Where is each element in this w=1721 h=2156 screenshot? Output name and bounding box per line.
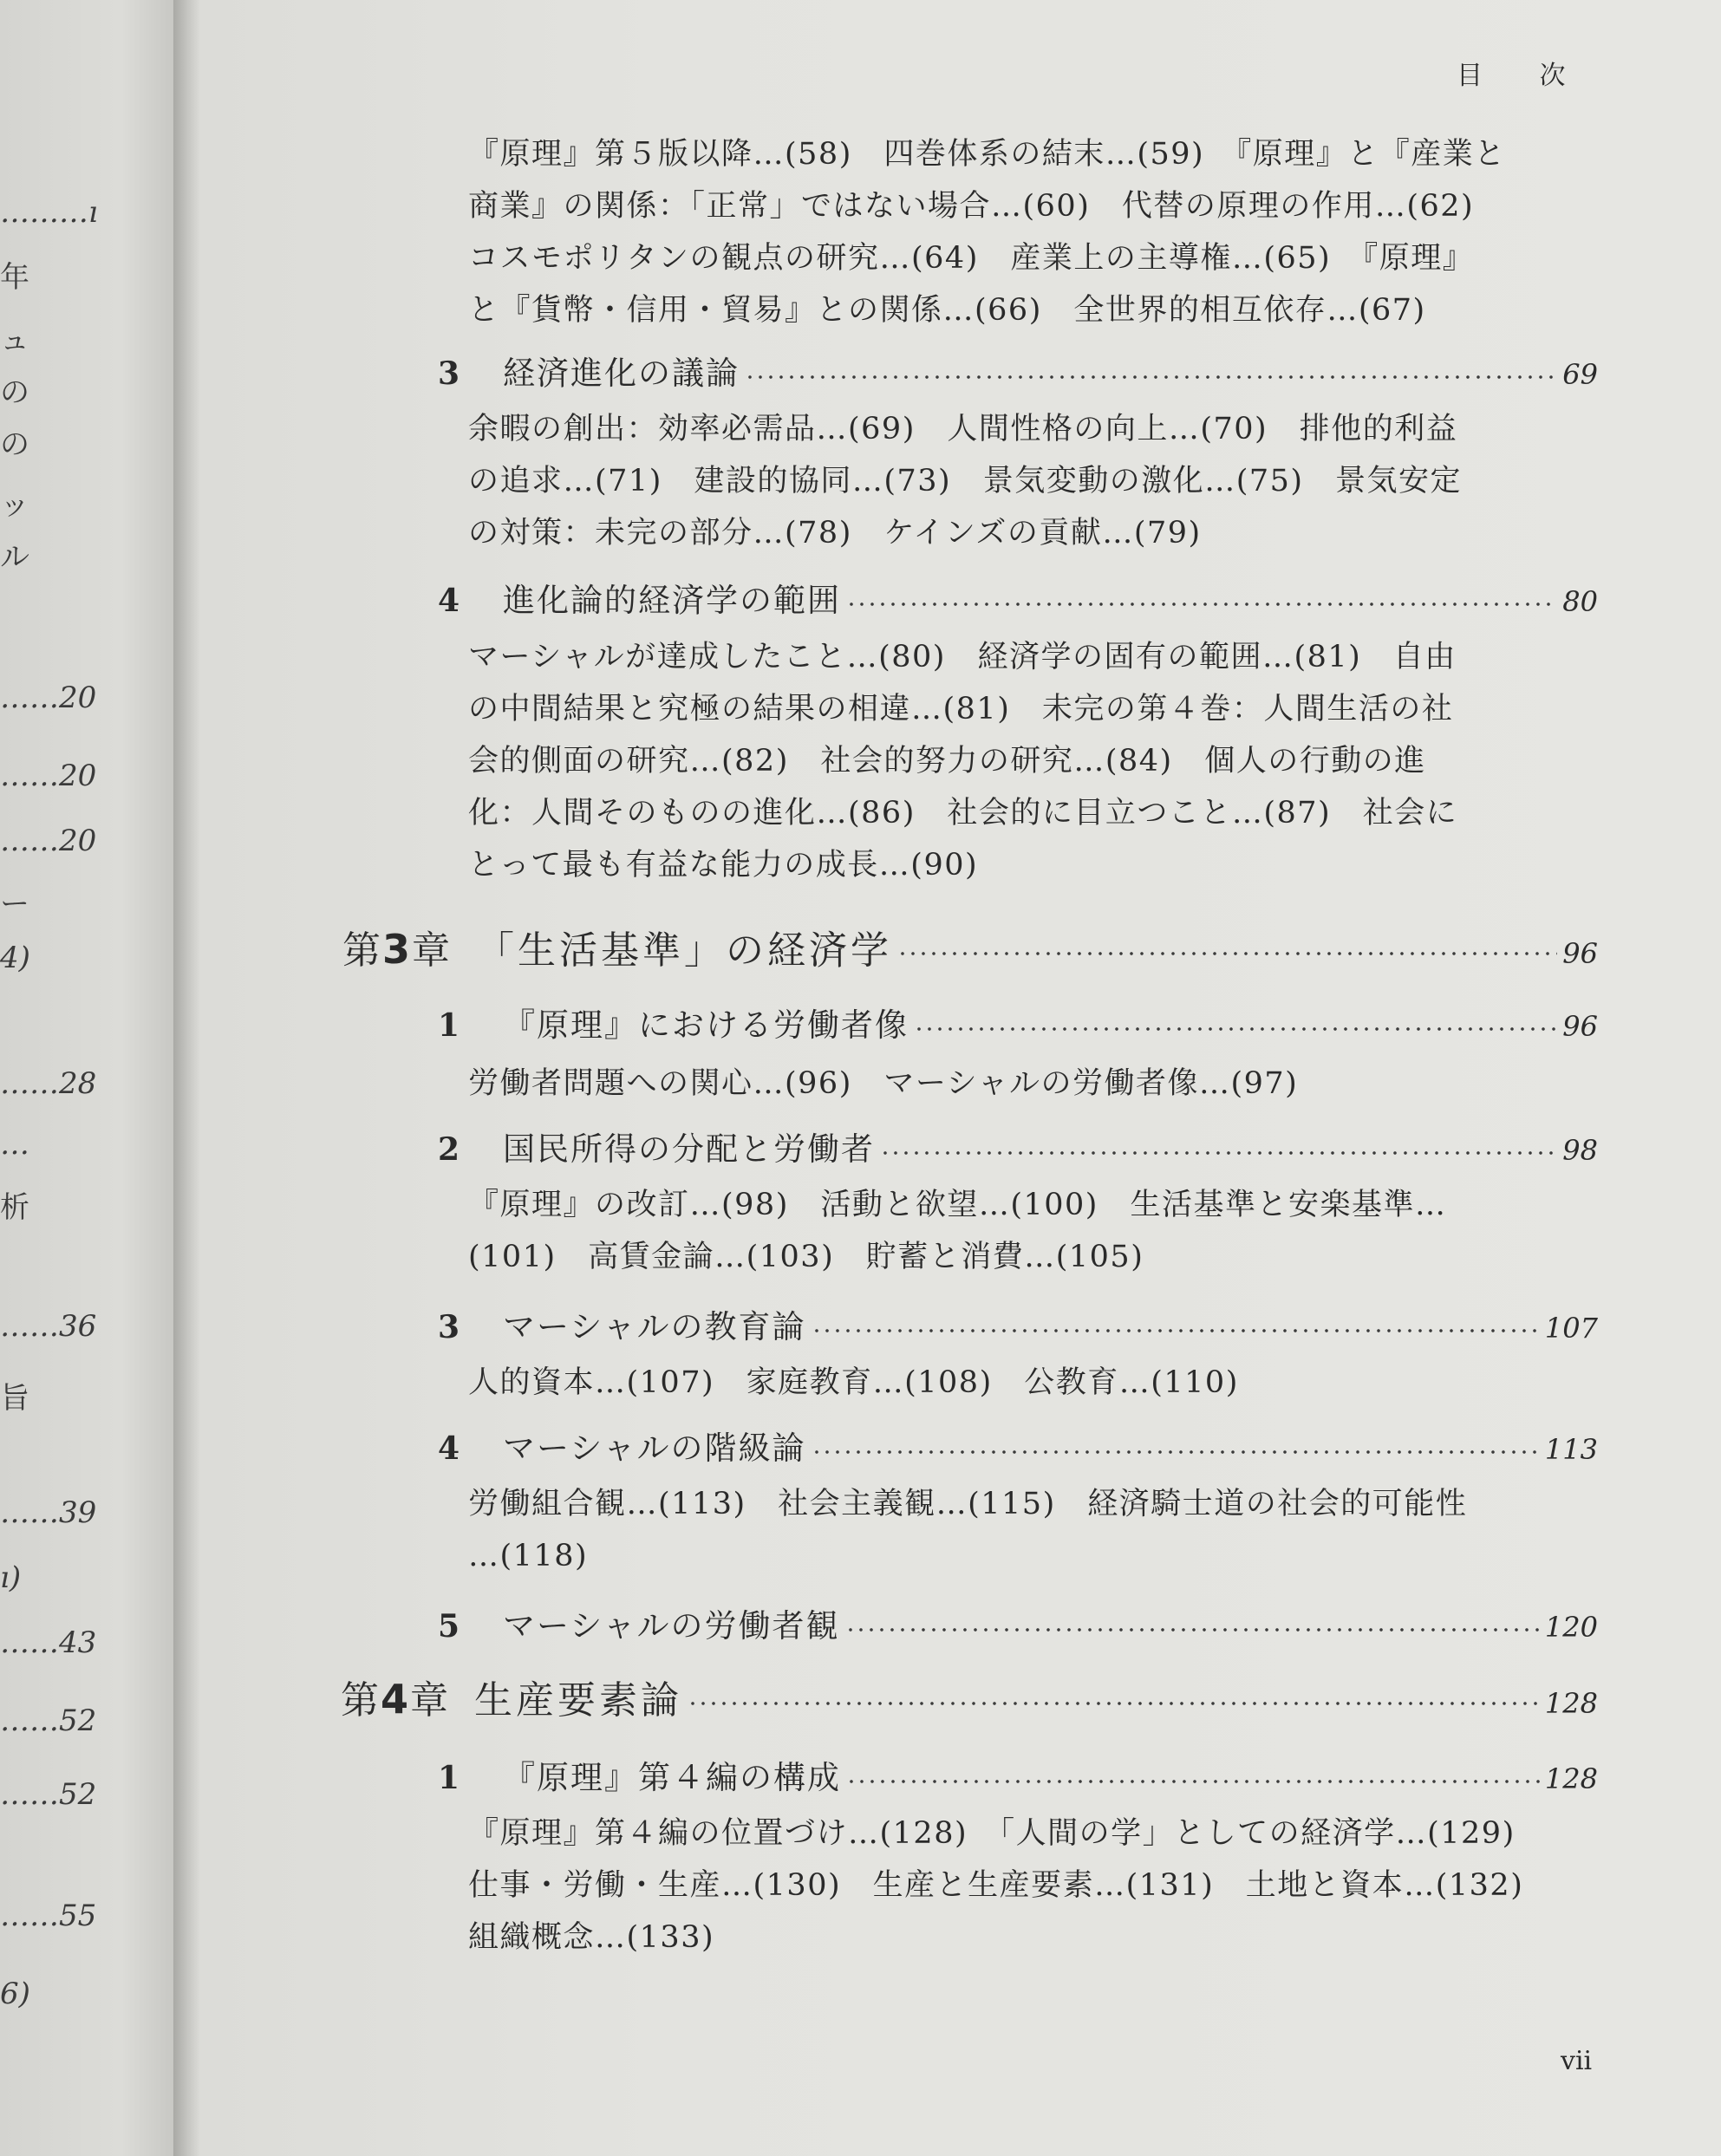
book-gutter [173, 0, 199, 2156]
section-number: 4 [438, 583, 460, 619]
toc-line: とって最も有益な能力の成長…(90) [468, 848, 979, 883]
section-number: 1 [438, 1760, 460, 1796]
chapter-title: 生産要素論 [474, 1678, 683, 1723]
left-page-fragment: ……36 [0, 1309, 97, 1344]
toc-paragraph [468, 1808, 1535, 1964]
section-title: マーシャルの労働者観 [503, 1607, 840, 1645]
section-number: 3 [438, 1309, 460, 1345]
dot-leader [812, 1449, 1540, 1455]
toc-section-entry[interactable] [438, 1422, 1598, 1469]
left-page-fragment: 析 [0, 1190, 29, 1225]
left-page-fragment: ı) [0, 1560, 22, 1595]
chapter-title: 「生活基準」の経済学 [476, 928, 893, 973]
page-ref: 113 [1544, 1433, 1598, 1466]
page-ref: 80 [1562, 585, 1598, 618]
toc-chapter-entry[interactable] [342, 919, 1598, 974]
toc-section-entry[interactable] [438, 1300, 1598, 1347]
dot-leader [897, 951, 1557, 956]
chapter-label: 第4章 [341, 1676, 451, 1723]
page-ref: 107 [1544, 1312, 1598, 1345]
section-title: 『原理』における労働者像 [503, 1006, 909, 1044]
dot-leader [880, 1150, 1557, 1156]
left-page-fragment: ……52 [0, 1777, 97, 1812]
page-ref: 69 [1562, 358, 1598, 391]
page-number: vii [1561, 2046, 1593, 2076]
toc-line: 化：人間そのものの進化…(86) 社会的に目立つこと…(87) 社会に [468, 796, 1458, 830]
dot-leader [846, 602, 1557, 607]
left-page [0, 0, 173, 2156]
left-page-fragment: ュ [0, 323, 29, 358]
toc-line: (101) 高賃金論…(103) 貯蓄と消費…(105) [468, 1240, 1144, 1274]
left-page-fragment: ル [0, 540, 29, 575]
left-page-fragment: ………ı [0, 195, 98, 230]
left-page-fragment: ……28 [0, 1066, 97, 1101]
toc-line: の対策：未完の部分…(78) ケインズの貢献…(79) [468, 516, 1202, 550]
dot-leader [688, 1701, 1540, 1706]
chapter-label: 第3章 [342, 926, 453, 973]
running-head: 目 次 [1457, 61, 1590, 91]
toc-line: コスモポリタンの観点の研究…(64) 産業上の主導権…(65) 『原理』 [468, 241, 1475, 276]
toc-line: 商業』の関係：「正常」ではない場合…(60) 代替の原理の作用…(62) [468, 189, 1475, 224]
left-page-fragment: ー [0, 887, 29, 922]
toc-section-entry[interactable] [438, 347, 1598, 394]
toc-line: マーシャルが達成したこと…(80) 経済学の固有の範囲…(81) 自由 [468, 640, 1457, 674]
left-page-fragment: 6) [0, 1977, 30, 2011]
page-ref: 98 [1562, 1134, 1598, 1167]
left-page-fragment: ……20 [0, 681, 97, 715]
toc-paragraph [468, 1179, 1535, 1283]
left-page-fragment: ッ [0, 488, 29, 523]
left-page-fragment: ……55 [0, 1899, 97, 1933]
dot-leader [914, 1026, 1557, 1032]
section-number: 5 [438, 1608, 460, 1645]
section-number: 1 [438, 1007, 460, 1044]
dot-leader [845, 1627, 1540, 1632]
left-page-fragment: ……20 [0, 824, 97, 858]
toc-line: と『貨幣・信用・貿易』との関係…(66) 全世界的相互依存…(67) [468, 293, 1426, 328]
left-page-fragment: 旨 [0, 1381, 29, 1416]
left-page-fragment: の [0, 375, 29, 410]
toc-line: …(118) [468, 1539, 589, 1573]
left-page-fragment: ……52 [0, 1703, 97, 1738]
dot-leader [745, 375, 1557, 380]
toc-line: 人的資本…(107) 家庭教育…(108) 公教育…(110) [468, 1365, 1239, 1400]
page-ref: 96 [1562, 1010, 1598, 1043]
toc-line: の追求…(71) 建設的協同…(73) 景気変動の激化…(75) 景気安定 [468, 464, 1463, 498]
toc-line: 余暇の創出：効率必需品…(69) 人間性格の向上…(70) 排他的利益 [468, 412, 1458, 446]
left-page-fragment: ……20 [0, 759, 97, 793]
toc-line: の中間結果と究極の結果の相違…(81) 未完の第４巻：人間生活の社 [468, 692, 1454, 726]
page-ref: 120 [1544, 1611, 1598, 1644]
toc-line: 『原理』第４編の位置づけ…(128) 「人間の学」としての経済学…(129) [468, 1816, 1516, 1851]
page-ref: 128 [1544, 1687, 1598, 1720]
toc-paragraph [468, 1357, 1535, 1409]
section-title: 国民所得の分配と労働者 [503, 1130, 875, 1168]
section-title: マーシャルの階級論 [503, 1430, 806, 1467]
toc-line: 『原理』第５版以降…(58) 四巻体系の結末…(59) 『原理』と『産業と [468, 137, 1506, 172]
toc-section-entry[interactable] [438, 999, 1598, 1045]
section-number: 4 [438, 1430, 460, 1467]
section-title: 『原理』第４編の構成 [503, 1759, 841, 1796]
dot-leader [812, 1328, 1540, 1333]
left-page-fragment: ……43 [0, 1625, 97, 1660]
toc-section-entry[interactable] [438, 574, 1598, 621]
toc-section-entry[interactable] [438, 1751, 1598, 1798]
toc-line: 労働組合観…(113) 社会主義観…(115) 経済騎士道の社会的可能性 [468, 1487, 1468, 1521]
left-page-fragment: 年 [0, 260, 29, 295]
toc-line: 仕事・労働・生産…(130) 生産と生産要素…(131) 土地と資本…(132) [468, 1868, 1524, 1903]
section-title: マーシャルの教育論 [503, 1308, 806, 1345]
toc-paragraph [468, 403, 1535, 559]
toc-section-entry[interactable] [438, 1123, 1598, 1169]
section-number: 2 [438, 1131, 460, 1168]
toc-chapter-entry[interactable] [341, 1669, 1598, 1724]
left-page-fragment: ……39 [0, 1495, 97, 1530]
toc-paragraph [468, 631, 1535, 891]
left-page-fragment: … [0, 1127, 29, 1162]
section-number: 3 [438, 355, 460, 392]
section-title: 進化論的経済学の範囲 [503, 582, 841, 619]
section-title: 経済進化の議論 [503, 355, 740, 392]
toc-paragraph [468, 1058, 1535, 1110]
dot-leader [846, 1779, 1540, 1784]
left-page-fragment: の [0, 427, 29, 462]
left-page-fragment: 4) [0, 941, 30, 975]
toc-line: 『原理』の改訂…(98) 活動と欲望…(100) 生活基準と安楽基準… [468, 1188, 1447, 1222]
toc-line: 労働者問題への関心…(96) マーシャルの労働者像…(97) [468, 1066, 1299, 1101]
toc-section-entry[interactable] [438, 1599, 1598, 1646]
page-ref: 128 [1544, 1762, 1598, 1795]
toc-line: 会的側面の研究…(82) 社会的努力の研究…(84) 個人の行動の進 [468, 744, 1426, 778]
toc-line: 組織概念…(133) [468, 1920, 715, 1955]
toc-paragraph [468, 1478, 1535, 1582]
page-ref: 96 [1562, 937, 1598, 970]
toc-paragraph [468, 128, 1535, 336]
